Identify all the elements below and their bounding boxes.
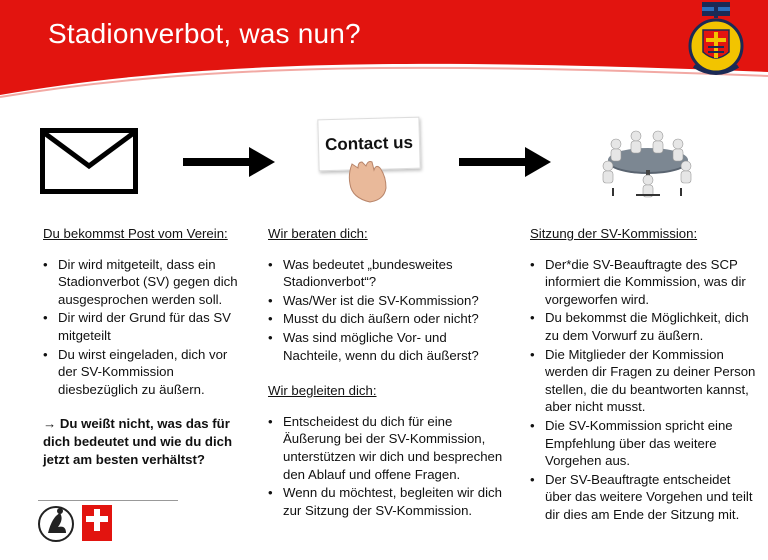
page-title: Stadionverbot, was nun? — [48, 18, 361, 49]
header-banner — [0, 0, 768, 105]
list-item: • Der*die SV-Beauftragte des SCP informiert die Kommission, was dir vorgeworfen wird. — [530, 256, 760, 309]
club-crest-logo — [684, 0, 748, 80]
header-wave — [0, 0, 768, 105]
list-item: • Entscheidest du dich für eine Äußerung bei der SV-Kommission, unterstützen wir dich und besprechen den Ablauf und offene Fragen. — [268, 413, 508, 483]
list-item: • Musst du dich äußern oder nicht? — [268, 310, 508, 328]
bullet-list — [268, 413, 508, 520]
meeting-table-icon — [596, 124, 696, 202]
list-item: • Die Mitglieder der Kommission werden dir Fragen zu deiner Person stellen, die du beantworten kannst, aber nicht musst. — [530, 346, 760, 416]
bullet-list — [43, 256, 243, 399]
list-item: • Du wirst eingeladen, dich vor der SV-Kommission diesbezüglich zu äußern. — [43, 346, 243, 399]
conclusion-text: → Du weißt nicht, was das für dich bedeutet und wie du dich jetzt am besten verhältst? — [43, 416, 233, 467]
list-item: • Der SV-Beauftragte entscheidet über das weitere Vorgehen und teilt dir dies am Ende der Sitzung mit. — [530, 471, 760, 524]
list-item: • Dir wird mitgeteilt, dass ein Stadionverbot (SV) gegen dich ausgesprochen werden soll. — [43, 256, 243, 309]
right-arrow-icon — [183, 147, 275, 177]
list-item: • Du bekommst die Möglichkeit, dich zu dem Vorwurf zu äußern. — [530, 309, 760, 344]
column-beratung — [268, 225, 508, 520]
list-item: • Was sind mögliche Vor- und Nachteile, wenn du dich äußerst? — [268, 329, 508, 364]
column-heading: Du bekommst Post vom Verein: — [43, 226, 228, 241]
column-post — [43, 225, 243, 481]
list-item: • Was/Wer ist die SV-Kommission? — [268, 292, 508, 310]
list-item: • Dir wird der Grund für das SV mitgeteilt — [43, 309, 243, 344]
list-item: • Wenn du möchtest, begleiten wir dich zur Sitzung der SV-Kommission. — [268, 484, 508, 519]
column-sitzung — [530, 225, 760, 525]
right-arrow-icon — [459, 147, 551, 177]
column-heading: Wir beraten dich: — [268, 226, 368, 241]
bullet-list — [268, 256, 508, 365]
hand-icon — [340, 160, 390, 204]
list-item: • Was bedeutet „bundesweites Stadionverbot“? — [268, 256, 508, 291]
column-heading: Sitzung der SV-Kommission: — [530, 226, 698, 241]
contact-us-label: Contact us — [324, 132, 414, 155]
fanproject-logo — [38, 497, 148, 549]
envelope-icon — [40, 128, 138, 194]
column-heading: Wir begleiten dich: — [268, 383, 377, 399]
list-item: • Die SV-Kommission spricht eine Empfehlung über das weitere Vorgehen aus. — [530, 417, 760, 470]
caritas-logo — [82, 505, 112, 541]
bullet-list — [530, 256, 760, 524]
